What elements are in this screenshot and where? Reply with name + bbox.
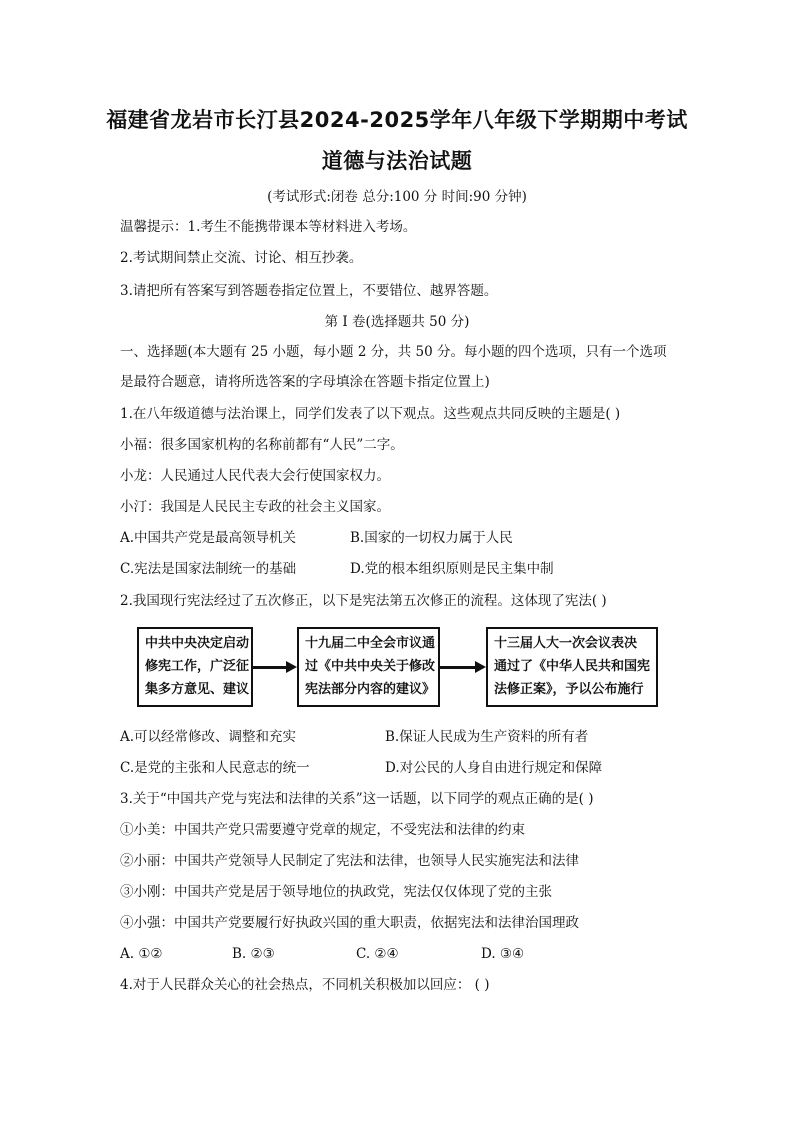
flow-arrow-1-shaft [253, 666, 287, 669]
exam-subtitle: 道德与法治试题 [321, 149, 473, 173]
section-title: 第 I 卷(选择题共 50 分) [324, 314, 470, 330]
flow-step-3-line-3: 法修正案》，予以公布施行 [494, 682, 644, 697]
q1-option-b: B.国家的一切权力属于人民 [350, 530, 513, 546]
q3-statement-2: ②小丽：中国共产党领导人民制定了宪法和法律，也领导人民实施宪法和法律 [120, 853, 579, 869]
q2-option-d: D.对公民的人身自由进行规定和保障 [385, 760, 603, 776]
flow-step-1-line-3: 集多方意见、建议 [145, 682, 250, 697]
flow-arrow-2-shaft [440, 666, 476, 669]
q3-option-c: C. ②④ [356, 946, 399, 962]
note-3: 3.请把所有答案写到答题卷指定位置上，不要错位、越界答题。 [120, 283, 498, 299]
q2-option-b: B.保证人民成为生产资料的所有者 [385, 729, 589, 745]
flow-step-2-line-2: 过《中共中央关于修改 [305, 659, 436, 674]
q2-option-a: A.可以经常修改、调整和充实 [120, 729, 297, 745]
flow-step-2-line-1: 十九届二中全会市议通 [305, 636, 436, 651]
q4-stem: 4.对于人民群众关心的社会热点，不同机关积极加以回应： ( ) [120, 977, 490, 993]
flow-step-2 [297, 627, 440, 707]
q1-statement-1: 小福：很多国家机构的名称前都有“人民”二字。 [120, 437, 404, 453]
note-1: 温馨提示：1.考生不能携带课本等材料进入考场。 [120, 219, 417, 235]
q2-option-c: C.是党的主张和人民意志的统一 [120, 760, 310, 776]
q3-option-a: A. ①② [120, 946, 163, 962]
flow-step-2-line-3: 宪法部分内容的建议》 [305, 682, 436, 697]
q1-statement-2: 小龙：人民通过人民代表大会行使国家权力。 [120, 468, 390, 484]
q1-stem: 1.在八年级道德与法治课上，同学们发表了以下观点。这些观点共同反映的主题是( ) [120, 406, 621, 422]
q1-option-d: D.党的根本组织原则是民主集中制 [350, 561, 554, 577]
q1-option-c: C.宪法是国家法制统一的基础 [120, 561, 297, 577]
note-2: 2.考试期间禁止交流、讨论、相互抄袭。 [120, 250, 363, 266]
q1-statement-3: 小汀：我国是人民民主专政的社会主义国家。 [120, 499, 390, 515]
flow-arrow-2-icon [475, 661, 486, 673]
flow-step-1-line-1: 中共中央决定启动 [145, 636, 250, 651]
flow-step-3-line-1: 十三届人大一次会议表决 [494, 636, 638, 651]
q1-option-a: A.中国共产党是最高领导机关 [120, 530, 297, 546]
flow-step-3-line-2: 通过了《中华人民共和国宪 [494, 659, 651, 674]
q3-statement-1: ①小美：中国共产党只需要遵守党章的规定，不受宪法和法律的约束 [120, 822, 525, 838]
q3-statement-3: ③小刚：中国共产党是居于领导地位的执政党，宪法仅仅体现了党的主张 [120, 884, 552, 900]
section-intro-1: 一、选择题(本大题有 25 小题，每小题 2 分，共 50 分。每小题的四个选项，只有一个选项 [120, 344, 667, 360]
flow-step-1 [137, 627, 253, 707]
q3-option-b: B. ②③ [232, 946, 275, 962]
flow-step-1-line-2: 修宪工作，广泛征 [145, 659, 250, 674]
q2-stem: 2.我国现行宪法经过了五次修正，以下是宪法第五次修正的流程。这体现了宪法( ) [120, 593, 607, 609]
flow-arrow-1-icon [286, 661, 297, 673]
flow-step-3 [486, 627, 658, 707]
exam-info: (考试形式:闭卷 总分:100 分 时间:90 分钟) [267, 189, 527, 205]
section-intro-2: 是最符合题意，请将所选答案的字母填涂在答题卡指定位置上) [120, 374, 490, 390]
q3-option-d: D. ③④ [481, 946, 525, 962]
q3-statement-4: ④小强：中国共产党要履行好执政兴国的重大职责，依据宪法和法律治国理政 [120, 915, 579, 931]
exam-title: 福建省龙岩市长汀县2024-2025学年八年级下学期期中考试 [106, 108, 688, 132]
q3-stem: 3.关于“中国共产党与宪法和法律的关系”这一话题，以下同学的观点正确的是( ) [120, 791, 594, 807]
